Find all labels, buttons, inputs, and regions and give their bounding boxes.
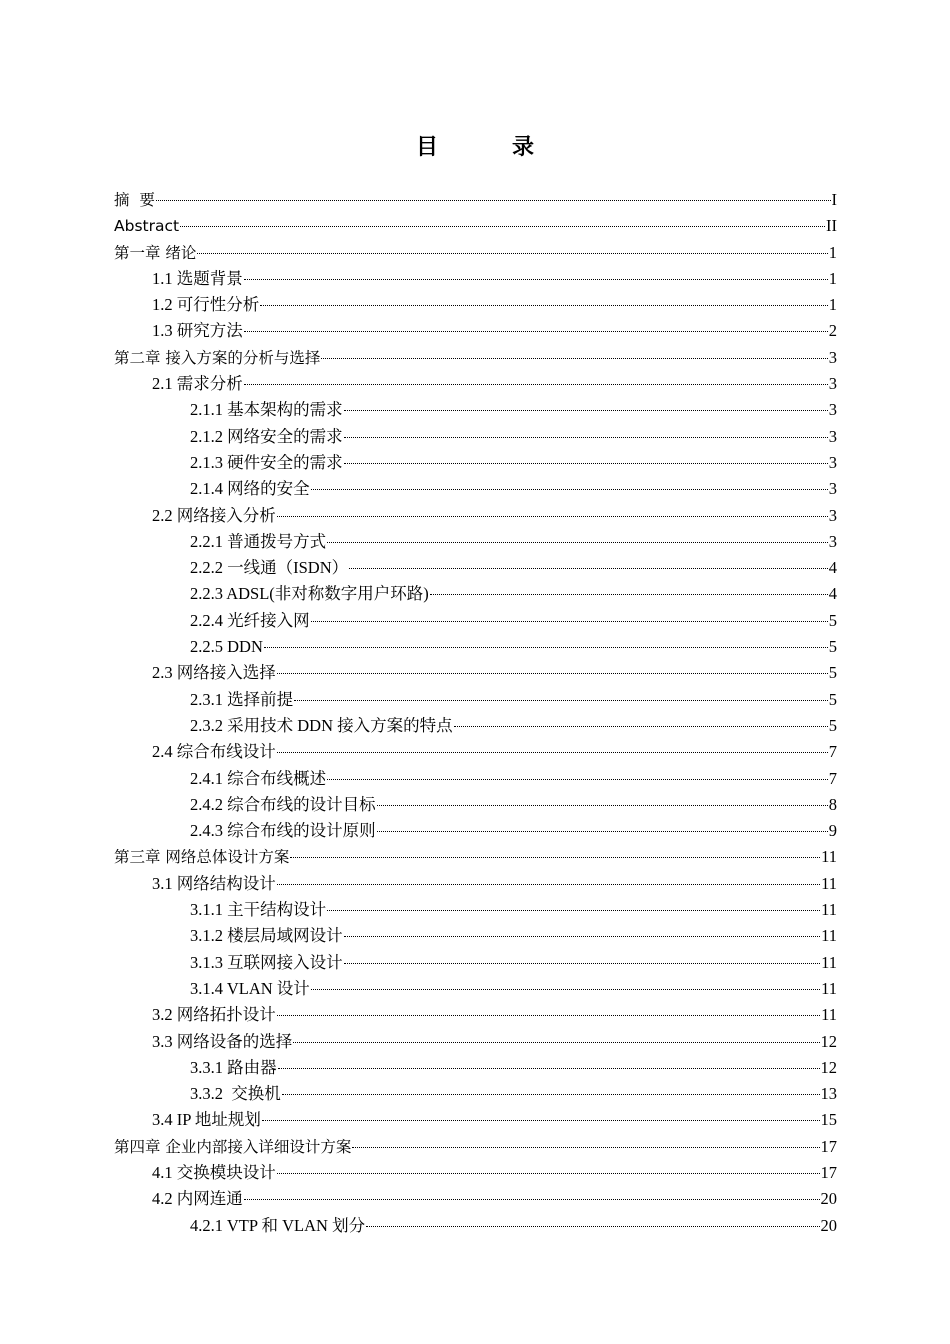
table-of-contents <box>114 187 837 1239</box>
toc-entry-page-number: II <box>826 216 837 236</box>
toc-entry-page-number: 7 <box>828 768 837 788</box>
toc-entry[interactable] <box>114 634 837 660</box>
dot-leader <box>197 253 827 254</box>
toc-entry-title: 2.2.3 ADSL(非对称数字用户环路) <box>190 584 429 604</box>
toc-entry-title: 3.3.2 交换机 <box>190 1084 281 1104</box>
toc-entry-page-number: 11 <box>821 873 837 893</box>
toc-entry-page-number: 3 <box>828 531 837 551</box>
dot-leader <box>277 884 820 885</box>
dot-leader <box>327 542 828 543</box>
toc-entry[interactable] <box>114 1134 837 1160</box>
toc-entry-title: 3.3.1 路由器 <box>190 1057 277 1077</box>
toc-entry-title: 1.1 选题背景 <box>152 268 243 288</box>
dot-leader <box>277 516 828 517</box>
toc-entry[interactable] <box>114 1160 837 1186</box>
dot-leader <box>321 358 827 359</box>
dot-leader <box>344 463 828 464</box>
toc-entry[interactable] <box>114 555 837 581</box>
toc-entry-title: 2.3.1 选择前提 <box>190 689 294 709</box>
toc-entry-title: 摘 要 <box>114 191 155 209</box>
toc-entry-title: 2.3.2 采用技术 DDN 接入方案的特点 <box>190 715 453 735</box>
toc-entry[interactable] <box>114 371 837 397</box>
toc-entry-title: 2.2.4 光纤接入网 <box>190 610 310 630</box>
toc-entry[interactable] <box>114 240 837 266</box>
toc-entry[interactable] <box>114 1029 837 1055</box>
toc-entry-title: 3.2 网络拓扑设计 <box>152 1005 276 1025</box>
toc-entry-page-number: 5 <box>828 637 837 657</box>
toc-entry-page-number: 20 <box>820 1215 837 1235</box>
toc-entry-page-number: 11 <box>821 952 837 972</box>
toc-entry-page-number: 3 <box>828 400 837 420</box>
toc-entry-page-number: 9 <box>828 821 837 841</box>
toc-entry[interactable] <box>114 213 837 239</box>
dot-leader <box>244 1199 820 1200</box>
dot-leader <box>260 305 828 306</box>
toc-entry[interactable] <box>114 792 837 818</box>
dot-leader <box>277 1015 820 1016</box>
dot-leader <box>264 647 828 648</box>
toc-entry[interactable] <box>114 292 837 318</box>
dot-leader <box>290 857 820 858</box>
toc-entry-page-number: 1 <box>828 242 837 262</box>
dot-leader <box>349 568 828 569</box>
dot-leader <box>311 489 828 490</box>
dot-leader <box>344 963 820 964</box>
toc-entry-page-number: 13 <box>820 1084 837 1104</box>
dot-leader <box>377 831 828 832</box>
toc-entry-page-number: 5 <box>828 610 837 630</box>
dot-leader <box>430 594 828 595</box>
toc-entry-title: Abstract <box>114 217 180 236</box>
dot-leader <box>344 936 820 937</box>
toc-entry-title: 2.1.3 硬件安全的需求 <box>190 452 343 472</box>
toc-entry[interactable] <box>114 1002 837 1028</box>
toc-entry-page-number: 1 <box>828 295 837 315</box>
toc-entry-page-number: 15 <box>820 1110 837 1130</box>
toc-title: 目 录 <box>415 135 560 160</box>
toc-entry-title: 2.4.1 综合布线概述 <box>190 768 327 788</box>
toc-entry-title: 4.1 交换模块设计 <box>152 1162 276 1182</box>
toc-entry-page-number: 1 <box>828 268 837 288</box>
dot-leader <box>277 752 828 753</box>
toc-entry[interactable] <box>114 687 837 713</box>
toc-entry-page-number: 3 <box>828 505 837 525</box>
toc-entry[interactable] <box>114 266 837 292</box>
toc-entry[interactable] <box>114 950 837 976</box>
dot-leader <box>244 384 828 385</box>
toc-entry-page-number: 11 <box>821 900 837 920</box>
toc-entry-title: 2.1.2 网络安全的需求 <box>190 426 343 446</box>
toc-entry-title: 1.3 研究方法 <box>152 321 243 341</box>
toc-entry[interactable] <box>114 818 837 844</box>
toc-entry[interactable] <box>114 397 837 423</box>
toc-entry[interactable] <box>114 976 837 1002</box>
dot-leader <box>244 331 828 332</box>
dot-leader <box>327 779 828 780</box>
toc-entry-page-number: 20 <box>820 1189 837 1209</box>
dot-leader <box>282 1094 820 1095</box>
toc-entry-page-number: I <box>831 190 837 209</box>
toc-entry-page-number: 3 <box>828 374 837 394</box>
toc-entry[interactable] <box>114 424 837 450</box>
toc-entry-title: 2.4 综合布线设计 <box>152 742 276 762</box>
toc-entry-title: 2.2.1 普通拨号方式 <box>190 531 327 551</box>
toc-entry-title: 3.1.2 楼层局域网设计 <box>190 926 343 946</box>
toc-entry-title: 2.3 网络接入选择 <box>152 663 276 683</box>
dot-leader <box>454 726 828 727</box>
toc-entry-page-number: 11 <box>821 1005 837 1025</box>
toc-entry-page-number: 11 <box>821 926 837 946</box>
toc-entry-title: 2.1.1 基本架构的需求 <box>190 400 343 420</box>
toc-entry-title: 第一章 绪论 <box>114 243 197 262</box>
toc-entry-page-number: 17 <box>820 1162 837 1182</box>
dot-leader <box>377 805 828 806</box>
dot-leader <box>352 1147 819 1148</box>
toc-entry-title: 4.2 内网连通 <box>152 1189 243 1209</box>
toc-entry-title: 2.4.2 综合布线的设计目标 <box>190 794 376 814</box>
toc-entry-page-number: 5 <box>828 663 837 683</box>
toc-entry-title: 3.1.3 互联网接入设计 <box>190 952 343 972</box>
toc-entry-title: 2.4.3 综合布线的设计原则 <box>190 821 376 841</box>
toc-entry-page-number: 3 <box>828 479 837 499</box>
toc-entry-title: 3.4 IP 地址规划 <box>152 1110 261 1130</box>
toc-entry-page-number: 7 <box>828 742 837 762</box>
toc-entry[interactable] <box>114 187 837 213</box>
toc-entry[interactable] <box>114 923 837 949</box>
toc-entry[interactable] <box>114 1213 837 1239</box>
toc-entry[interactable] <box>114 476 837 502</box>
toc-entry[interactable] <box>114 766 837 792</box>
toc-entry-page-number: 3 <box>828 347 837 367</box>
dot-leader <box>344 437 828 438</box>
dot-leader <box>327 910 820 911</box>
dot-leader <box>344 410 828 411</box>
toc-entry-page-number: 5 <box>828 715 837 735</box>
dot-leader <box>180 226 825 227</box>
toc-entry[interactable] <box>114 581 837 607</box>
dot-leader <box>293 1042 819 1043</box>
toc-entry[interactable] <box>114 1081 837 1107</box>
toc-entry-page-number: 11 <box>821 847 837 867</box>
toc-entry[interactable] <box>114 1186 837 1212</box>
toc-entry-page-number: 4 <box>828 584 837 604</box>
toc-entry-page-number: 4 <box>828 558 837 578</box>
toc-entry[interactable] <box>114 897 837 923</box>
toc-entry-page-number: 3 <box>828 452 837 472</box>
dot-leader <box>311 621 828 622</box>
toc-entry[interactable] <box>114 660 837 686</box>
toc-entry-page-number: 12 <box>820 1057 837 1077</box>
dot-leader <box>156 200 831 201</box>
dot-leader <box>277 673 828 674</box>
toc-entry[interactable] <box>114 844 837 870</box>
toc-entry[interactable] <box>114 739 837 765</box>
toc-entry[interactable] <box>114 529 837 555</box>
dot-leader <box>244 279 828 280</box>
toc-entry-page-number: 3 <box>828 426 837 446</box>
toc-entry-page-number: 2 <box>828 321 837 341</box>
toc-entry-title: 2.1.4 网络的安全 <box>190 479 310 499</box>
toc-entry-title: 第四章 企业内部接入详细设计方案 <box>114 1137 352 1156</box>
toc-entry-title: 3.1.4 VLAN 设计 <box>190 978 310 998</box>
toc-entry-title: 2.2.5 DDN <box>190 637 263 657</box>
dot-leader <box>262 1120 820 1121</box>
toc-entry[interactable] <box>114 1107 837 1133</box>
toc-entry[interactable] <box>114 1055 837 1081</box>
toc-entry[interactable] <box>114 608 837 634</box>
toc-entry-title: 3.1 网络结构设计 <box>152 873 276 893</box>
toc-entry-title: 3.1.1 主干结构设计 <box>190 900 327 920</box>
dot-leader <box>294 700 828 701</box>
toc-entry[interactable] <box>114 713 837 739</box>
dot-leader <box>311 989 820 990</box>
toc-entry-page-number: 8 <box>828 794 837 814</box>
toc-entry-title: 第三章 网络总体设计方案 <box>114 848 290 867</box>
toc-entry-title: 2.1 需求分析 <box>152 374 243 394</box>
toc-entry-page-number: 12 <box>820 1031 837 1051</box>
toc-entry-title: 第二章 接入方案的分析与选择 <box>114 348 321 367</box>
toc-entry-title: 3.3 网络设备的选择 <box>152 1031 293 1051</box>
toc-entry[interactable] <box>114 450 837 476</box>
toc-entry-title: 4.2.1 VTP 和 VLAN 划分 <box>190 1215 366 1235</box>
dot-leader <box>366 1226 819 1227</box>
dot-leader <box>277 1173 820 1174</box>
toc-entry-title: 2.2.2 一线通（ISDN） <box>190 558 349 578</box>
dot-leader <box>278 1068 820 1069</box>
toc-entry[interactable] <box>114 345 837 371</box>
toc-entry[interactable] <box>114 871 837 897</box>
toc-entry-page-number: 11 <box>821 978 837 998</box>
toc-entry-title: 2.2 网络接入分析 <box>152 505 276 525</box>
toc-entry[interactable] <box>114 318 837 344</box>
toc-entry-page-number: 5 <box>828 689 837 709</box>
toc-entry-title: 1.2 可行性分析 <box>152 295 260 315</box>
toc-entry-page-number: 17 <box>820 1136 837 1156</box>
toc-entry[interactable] <box>114 503 837 529</box>
